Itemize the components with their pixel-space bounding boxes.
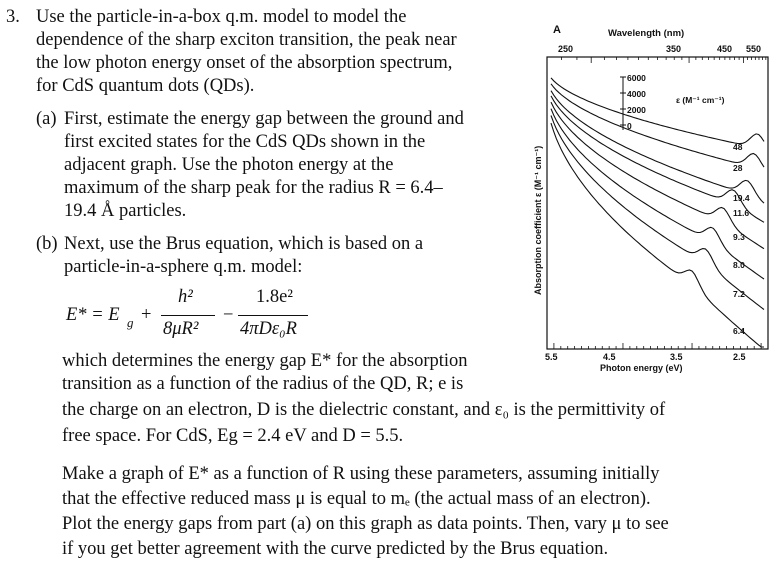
curve-size-label: 8.0 [733, 260, 745, 270]
part-a-line: adjacent graph. Use the photon energy at the [64, 155, 394, 175]
top-tick-label: 250 [558, 44, 574, 54]
bottom-tick-label: 5.5 [545, 352, 558, 362]
top-tick-label: 550 [746, 44, 762, 54]
after-line: the charge on an electron, D is the dielectric constant, and ε₀ is the permittivity of [62, 400, 666, 420]
plot-frame [547, 57, 768, 349]
part-a-line: 19.4 Å particles. [64, 201, 187, 221]
bottom-axis-label: Photon energy (eV) [600, 363, 683, 373]
part-a-line: First, estimate the energy gap between the ground and [64, 109, 464, 129]
spectrum-curve [551, 78, 764, 144]
bottom-tick-label: 2.5 [733, 352, 746, 362]
closing-line: if you get better agreement with the curve predicted by the Brus equation. [62, 539, 609, 559]
curve-size-label: 9.3 [733, 232, 745, 242]
fraction-2-bar [238, 315, 308, 316]
fraction-1-bar [161, 315, 215, 316]
intro-line: the low photon energy onset of the absorption spectrum, [36, 53, 453, 73]
part-a-line: maximum of the sharp peak for the radius R = 6.4– [64, 178, 443, 198]
curve-size-label: 6.4 [733, 326, 745, 336]
bottom-tick-label: 3.5 [670, 352, 683, 362]
part-a-label: (a) [36, 109, 57, 129]
closing-line: Make a graph of E* as a function of R using these parameters, assuming initially [62, 464, 660, 484]
equation-lhs: E* = E [66, 305, 120, 325]
fraction-2-denominator: 4πDε₀R [240, 319, 297, 339]
equation-minus: − [223, 305, 234, 325]
spectrum-curve [551, 96, 764, 222]
after-line: transition as a function of the radius of the QD, R; e is [62, 374, 464, 394]
curve-size-label: 28 [733, 163, 743, 173]
absorption-spectra-figure [520, 0, 784, 400]
closing-line: Plot the energy gaps from part (a) on this graph as data points. Then, vary μ to see [62, 514, 669, 534]
closing-line: that the effective reduced mass μ is equal to mₑ (the actual mass of an electron). [62, 489, 651, 509]
curve-size-label: 7.2 [733, 289, 745, 299]
fraction-2-numerator: 1.8e² [256, 287, 293, 307]
intro-line: dependence of the sharp exciton transition, the peak near [36, 30, 457, 50]
scale-tick-label: 6000 [627, 73, 646, 83]
equation-plus: + [141, 305, 152, 325]
top-axis-label: Wavelength (nm) [608, 28, 685, 39]
intro-line: Use the particle-in-a-box q.m. model to model the [36, 7, 407, 27]
fraction-1-numerator: h² [178, 287, 193, 307]
equation-subscript: g [127, 315, 134, 330]
top-tick-label: 350 [666, 44, 682, 54]
part-b-line: Next, use the Brus equation, which is based on a [64, 234, 424, 254]
bottom-tick-label: 4.5 [603, 352, 616, 362]
scale-tick-label: 2000 [627, 105, 646, 115]
top-tick-label: 450 [717, 44, 733, 54]
scale-tick-label: 0 [627, 121, 632, 131]
after-line: free space. For CdS, Eg = 2.4 eV and D = 5.5. [62, 426, 404, 446]
part-b-line: particle-in-a-sphere q.m. model: [64, 257, 303, 277]
y-axis-label: Absorption coefficient ε (M⁻¹ cm⁻¹) [533, 145, 543, 295]
fraction-1-denominator: 8μR² [163, 319, 199, 339]
curve-size-label: 11.6 [733, 208, 750, 218]
curve-size-label: 19.4 [733, 193, 750, 203]
part-b-label: (b) [36, 234, 58, 254]
after-line: which determines the energy gap E* for the absorption [62, 351, 468, 371]
problem-number: 3. [6, 7, 20, 27]
scale-tick-label: 4000 [627, 89, 646, 99]
scale-label: ε (M⁻¹ cm⁻¹) [676, 95, 725, 105]
panel-label: A [553, 24, 561, 36]
part-a-line: first excited states for the CdS QDs shown in the [64, 132, 426, 152]
intro-line: for CdS quantum dots (QDs). [36, 76, 255, 96]
curve-size-label: 48 [733, 142, 743, 152]
